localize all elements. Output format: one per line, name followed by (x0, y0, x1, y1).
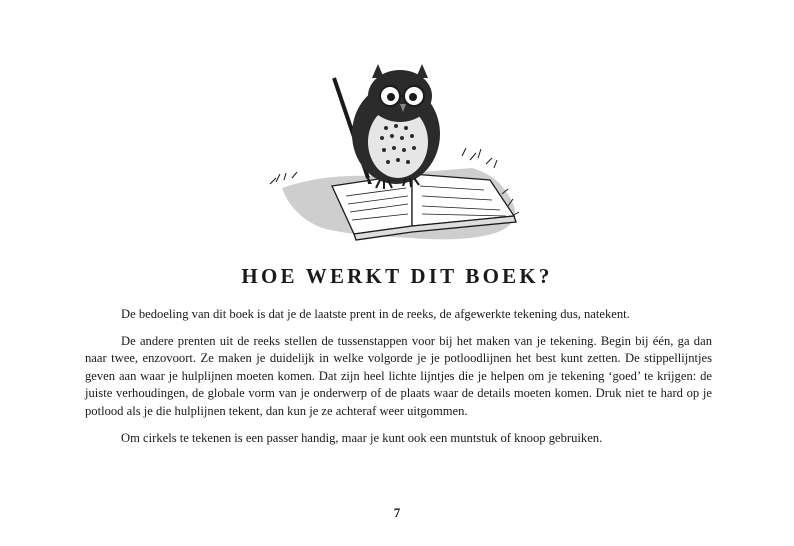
page-number: 7 (393, 505, 401, 520)
paragraph: De andere prenten uit de reeks stellen de tussenstappen voor bij het maken van je tekening. Begin bij één, ga dan naar twee, enzovoort. Ze maken je duidelijk in welke volgorde je je potloodlijnen het best kunt zetten. De stippellijntjes geven aan waar je hulplijnen moeten komen. Dat zijn heel lichte lijntjes die je helpen om je tekening ‘goed’ te krijgen: de juiste verhoudingen, de globale vorm van je onderwerp of de plaats waar de details moeten komen. Druk niet te hard op je potlood als je die hulplijnen tekent, dan kun je ze achteraf weer uitgommen. (85, 333, 712, 418)
paragraph: Om cirkels te tekenen is een passer handig, maar je kunt ook een muntstuk of knoop gebruiken. (121, 430, 603, 445)
body-text (85, 306, 712, 456)
paragraph: De bedoeling van dit boek is dat je de laatste prent in de reeks, de afgewerkte tekening dus, natekent. (121, 307, 630, 321)
page-title: HOE WERKT DIT BOEK? (241, 264, 553, 288)
owl-with-pencil-and-book-icon (262, 56, 532, 248)
